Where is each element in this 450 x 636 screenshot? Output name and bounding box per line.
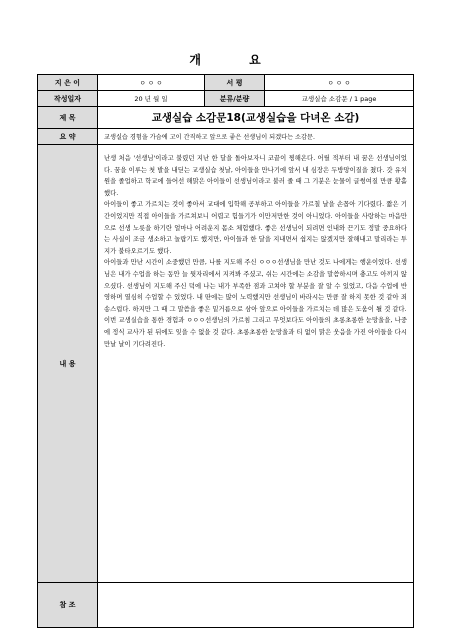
author-row bbox=[38, 75, 413, 91]
summary-label: 요 약 bbox=[38, 129, 98, 144]
content-label: 내 용 bbox=[38, 145, 98, 582]
content-paragraph: 난생 처음 '선생님'이라고 불렸던 지난 한 달을 돌아보자니 코끝이 찡해온다. 어릴 적부터 내 꿈은 선생님이었다. 꿈을 이루는 첫 발을 내딛는 교생실습 첫날, 아이들을 만나기에 앞서 내 심장은 두방망이질을 쳤다. 갓 유치원을 졸업하고 학교에 들어선 해맑은 아이들이 선생님이라고 불러 줄 때 그 기분은 눈물이 글썽여질 만큼 황홀했다. bbox=[104, 155, 407, 197]
content-paragraph: 아이들과 만난 시간이 소중했던 만큼, 나를 지도해 주신 ㅇㅇㅇ선생님을 만난 것도 나에게는 행운이었다. 선생님은 내가 수업을 하는 동안 늘 뒷자리에서 지켜봐 주셨고, 쉬는 시간에는 소감을 말씀하시며 충고도 아끼지 않으셨다. 선생님이 지도해 주신 덕에 나는 내가 부족한 점과 고쳐야 할 부분을 잘 알 수 있었고, 다음 수업에 반영하며 열심히 수업할 수 있었다. 내 딴에는 많이 노력했지만 선생님이 바라시는 만큼 잘 하지 못한 것 같아 죄송스럽다. 하지만 그 때 그 말씀을 좋은 밑거름으로 삼아 앞으로 아이들을 가르치는 데 많은 도움이 될 것 같다. bbox=[104, 259, 407, 313]
review-sheet-table bbox=[37, 74, 414, 628]
date-row bbox=[38, 91, 413, 107]
reviewer-value: ㅇ ㅇ ㅇ bbox=[327, 79, 351, 87]
document-title: 교생실습 소감문18(교생실습을 다녀온 소감) bbox=[151, 112, 360, 124]
title-label: 제 목 bbox=[38, 107, 98, 128]
author-label: 지 은 이 bbox=[38, 75, 98, 90]
date-value: 20 년 월 일 bbox=[98, 91, 205, 106]
summary-text: 교생실습 경험을 가슴에 고이 간직하고 앞으로 좋은 선생님이 되겠다는 소감문. bbox=[104, 134, 315, 141]
content-body bbox=[98, 145, 413, 582]
date-label: 작성일자 bbox=[38, 91, 98, 106]
category-value: 교생실습 소감문 / 1 page bbox=[301, 95, 377, 103]
content-row bbox=[38, 145, 413, 583]
category-label: 분류/분량 bbox=[205, 91, 265, 106]
author-value: ㅇ ㅇ ㅇ bbox=[98, 75, 205, 90]
reviewer-label: 서 평 bbox=[205, 75, 265, 90]
reference-value bbox=[98, 583, 413, 627]
title-row bbox=[38, 107, 413, 129]
content-paragraph: 아이들이 좋고 가르치는 것이 좋아서 교대에 입학해 공부하고 아이들을 가르칠 날을 손꼽아 기다렸다. 짧은 기간이었지만 직접 아이들을 가르쳐보니 어렵고 힘들기가 이만저만한 것이 아니었다. 아이들을 사랑하는 마음만으로 선생 노릇을 하기란 얼마나 어려운지 몸소 체험했다. 좋은 선생님이 되려면 인내와 끈기도 정말 중요하다는 사실이 조금 생소하고 놀랍기도 했지만, 아이들과 한 달을 지내면서 쉽지는 않겠지만 잘해내고 말리라는 투지가 불타오르기도 했다. bbox=[104, 201, 407, 255]
reference-row bbox=[38, 583, 413, 627]
content-paragraph: 이번 교생실습을 통한 경험과 ㅇㅇㅇ선생님의 가르침 그리고 무엇보다도 아이들의 초롱초롱한 눈망울을, 나중에 정식 교사가 된 뒤에도 잊을 수 없을 것 같다. 초롱초롱한 눈망울과 티 없이 맑은 웃음을 가진 아이들을 다시 만날 날이 기다려진다. bbox=[104, 317, 407, 348]
reference-label: 참 조 bbox=[38, 583, 98, 627]
summary-row bbox=[38, 129, 413, 145]
page-title: 개 요 bbox=[189, 53, 283, 67]
